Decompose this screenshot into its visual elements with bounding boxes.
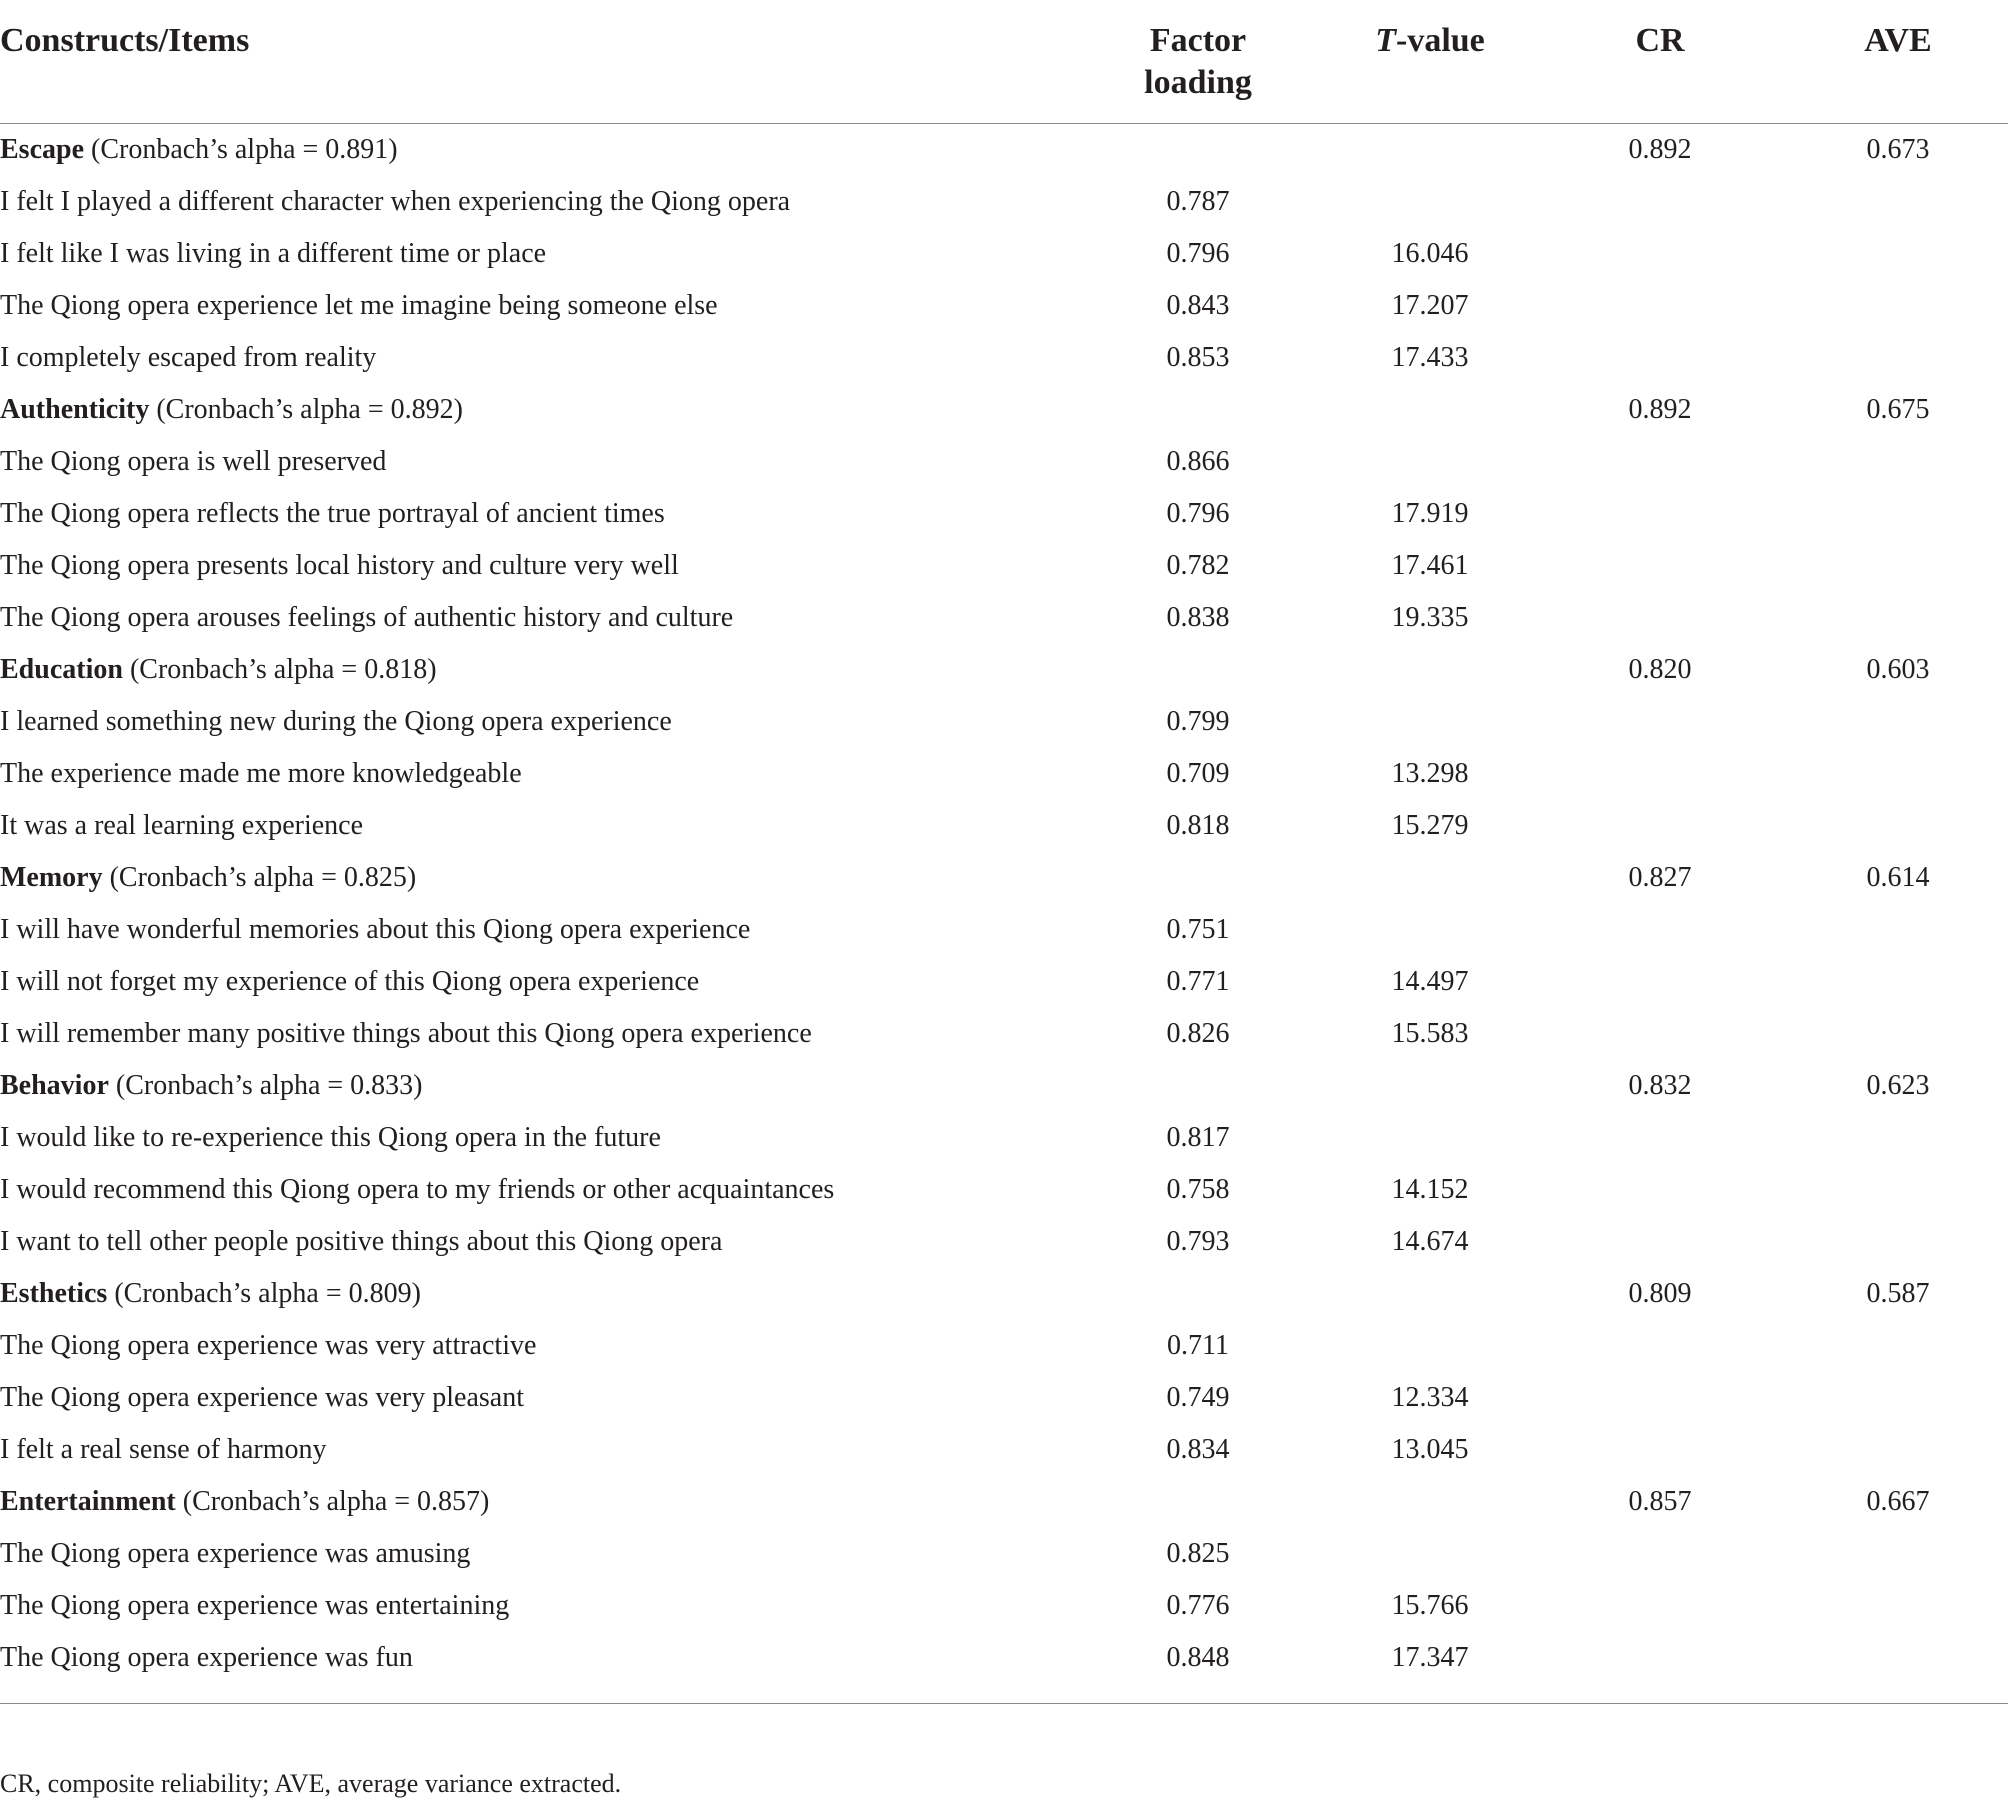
item-row xyxy=(0,696,2008,748)
header-t-value-italic: T xyxy=(1375,22,1396,59)
construct-name: Escape xyxy=(0,134,84,165)
item-text: The Qiong opera reflects the true portrayal of ancient times xyxy=(0,498,665,529)
item-t-value: 12.334 xyxy=(1391,1382,1469,1413)
item-text: I felt like I was living in a different time or place xyxy=(0,238,547,269)
construct-row xyxy=(0,1060,2008,1112)
construct-row xyxy=(0,852,2008,904)
item-row xyxy=(0,592,2008,644)
item-row xyxy=(0,1112,2008,1164)
item-factor-loading: 0.787 xyxy=(1166,186,1230,217)
item-factor-loading: 0.817 xyxy=(1166,1122,1230,1153)
header-constructs-items: Constructs/Items xyxy=(0,22,250,59)
construct-alpha: (Cronbach’s alpha = 0.833) xyxy=(115,1070,423,1101)
item-text: I will not forget my experience of this Qiong opera experience xyxy=(0,966,700,997)
item-row xyxy=(0,1372,2008,1424)
item-text: The Qiong opera experience was amusing xyxy=(0,1538,471,1569)
item-factor-loading: 0.709 xyxy=(1166,758,1230,789)
header-cr: CR xyxy=(1635,22,1685,59)
bottom-rule xyxy=(0,1703,2008,1704)
item-row xyxy=(0,1164,2008,1216)
header-factor-loading-line1: Factor xyxy=(1149,22,1247,59)
construct-ave: 0.673 xyxy=(1866,134,1930,165)
item-text: I want to tell other people positive things about this Qiong opera xyxy=(0,1226,723,1257)
item-factor-loading: 0.825 xyxy=(1166,1538,1230,1569)
construct-row xyxy=(0,644,2008,696)
construct-ave: 0.675 xyxy=(1866,394,1930,425)
item-text: I will have wonderful memories about this Qiong opera experience xyxy=(0,914,751,945)
item-text: I would like to re-experience this Qiong opera in the future xyxy=(0,1122,661,1153)
item-row xyxy=(0,956,2008,1008)
item-t-value: 15.583 xyxy=(1391,1018,1469,1049)
item-text: The Qiong opera presents local history and culture very well xyxy=(0,550,679,581)
item-text: The Qiong opera experience was very attractive xyxy=(0,1330,537,1361)
item-t-value: 19.335 xyxy=(1391,602,1469,633)
item-t-value: 17.919 xyxy=(1391,498,1469,529)
item-factor-loading: 0.853 xyxy=(1166,342,1230,373)
item-text: The experience made me more knowledgeable xyxy=(0,758,522,789)
item-t-value: 14.674 xyxy=(1391,1226,1469,1257)
item-factor-loading: 0.782 xyxy=(1166,550,1230,581)
table-header xyxy=(0,0,2008,124)
table-footnote: CR, composite reliability; AVE, average variance extracted. xyxy=(0,1769,622,1798)
item-text: I felt a real sense of harmony xyxy=(0,1434,327,1465)
item-t-value: 17.433 xyxy=(1391,342,1469,373)
item-row xyxy=(0,488,2008,540)
item-factor-loading: 0.751 xyxy=(1166,914,1230,945)
construct-ave: 0.614 xyxy=(1866,862,1930,893)
item-row xyxy=(0,436,2008,488)
item-row xyxy=(0,1216,2008,1268)
construct-row xyxy=(0,1268,2008,1320)
header-ave: AVE xyxy=(1864,22,1932,59)
item-row xyxy=(0,1008,2008,1060)
item-t-value: 14.497 xyxy=(1391,966,1469,997)
item-t-value: 17.461 xyxy=(1391,550,1469,581)
construct-label xyxy=(0,1060,423,1112)
construct-cr: 0.809 xyxy=(1628,1278,1692,1309)
item-t-value: 15.766 xyxy=(1391,1590,1469,1621)
item-row xyxy=(0,540,2008,592)
item-t-value: 13.045 xyxy=(1391,1434,1469,1465)
construct-name: Entertainment xyxy=(0,1486,176,1517)
construct-alpha: (Cronbach’s alpha = 0.892) xyxy=(156,394,463,425)
item-factor-loading: 0.848 xyxy=(1166,1642,1230,1673)
item-text: The Qiong opera experience was entertaining xyxy=(0,1590,510,1621)
item-t-value: 17.207 xyxy=(1391,290,1469,321)
header-t-value xyxy=(1350,20,1510,62)
header-factor-loading-line2: loading xyxy=(1144,64,1252,101)
item-t-value: 15.279 xyxy=(1391,810,1469,841)
construct-alpha: (Cronbach’s alpha = 0.809) xyxy=(114,1278,421,1309)
construct-alpha: (Cronbach’s alpha = 0.891) xyxy=(91,134,398,165)
item-row xyxy=(0,748,2008,800)
construct-label xyxy=(0,852,416,904)
item-text: I will remember many positive things about this Qiong opera experience xyxy=(0,1018,812,1049)
construct-label xyxy=(0,384,463,436)
construct-label xyxy=(0,124,398,176)
construct-alpha: (Cronbach’s alpha = 0.857) xyxy=(182,1486,490,1517)
item-factor-loading: 0.796 xyxy=(1166,498,1230,529)
construct-ave: 0.667 xyxy=(1866,1486,1930,1517)
item-text: I completely escaped from reality xyxy=(0,342,377,373)
construct-name: Esthetics xyxy=(0,1278,108,1309)
construct-cr: 0.820 xyxy=(1628,654,1692,685)
item-row xyxy=(0,904,2008,956)
construct-name: Authenticity xyxy=(0,394,150,425)
item-factor-loading: 0.834 xyxy=(1166,1434,1230,1465)
item-factor-loading: 0.776 xyxy=(1166,1590,1230,1621)
item-factor-loading: 0.749 xyxy=(1166,1382,1230,1413)
item-row xyxy=(0,1424,2008,1476)
construct-ave: 0.623 xyxy=(1866,1070,1930,1101)
header-t-value-rest: -value xyxy=(1396,22,1485,59)
construct-label xyxy=(0,644,437,696)
item-row xyxy=(0,332,2008,384)
item-text: I would recommend this Qiong opera to my friends or other acquaintances xyxy=(0,1174,835,1205)
item-row xyxy=(0,800,2008,852)
construct-row xyxy=(0,124,2008,176)
item-factor-loading: 0.796 xyxy=(1166,238,1230,269)
construct-name: Memory xyxy=(0,862,103,893)
construct-cr: 0.857 xyxy=(1628,1486,1692,1517)
item-t-value: 17.347 xyxy=(1391,1642,1469,1673)
item-text: I learned something new during the Qiong opera experience xyxy=(0,706,672,737)
item-factor-loading: 0.838 xyxy=(1166,602,1230,633)
item-row xyxy=(0,228,2008,280)
item-row xyxy=(0,1632,2008,1684)
construct-cr: 0.892 xyxy=(1628,394,1692,425)
item-factor-loading: 0.799 xyxy=(1166,706,1230,737)
header-factor-loading xyxy=(1118,20,1278,104)
item-factor-loading: 0.866 xyxy=(1166,446,1230,477)
construct-alpha: (Cronbach’s alpha = 0.818) xyxy=(129,654,437,685)
item-factor-loading: 0.711 xyxy=(1167,1330,1229,1361)
construct-label xyxy=(0,1268,421,1320)
item-factor-loading: 0.793 xyxy=(1166,1226,1230,1257)
item-row xyxy=(0,1580,2008,1632)
item-row xyxy=(0,176,2008,228)
construct-name: Education xyxy=(0,654,123,685)
item-t-value: 14.152 xyxy=(1391,1174,1469,1205)
item-factor-loading: 0.843 xyxy=(1166,290,1230,321)
item-text: I felt I played a different character when experiencing the Qiong opera xyxy=(0,186,791,217)
construct-label xyxy=(0,1476,489,1528)
item-row xyxy=(0,1528,2008,1580)
item-t-value: 16.046 xyxy=(1391,238,1469,269)
item-text: The Qiong opera arouses feelings of authentic history and culture xyxy=(0,602,734,633)
item-factor-loading: 0.826 xyxy=(1166,1018,1230,1049)
item-t-value: 13.298 xyxy=(1391,758,1469,789)
item-factor-loading: 0.818 xyxy=(1166,810,1230,841)
item-row xyxy=(0,1320,2008,1372)
construct-alpha: (Cronbach’s alpha = 0.825) xyxy=(109,862,417,893)
item-text: The Qiong opera experience let me imagine being someone else xyxy=(0,290,718,321)
item-row xyxy=(0,280,2008,332)
item-text: The Qiong opera is well preserved xyxy=(0,446,387,477)
construct-ave: 0.603 xyxy=(1866,654,1930,685)
construct-cr: 0.892 xyxy=(1628,134,1692,165)
construct-row xyxy=(0,1476,2008,1528)
item-text: The Qiong opera experience was fun xyxy=(0,1642,413,1673)
construct-cr: 0.827 xyxy=(1628,862,1692,893)
construct-name: Behavior xyxy=(0,1070,109,1101)
construct-cr: 0.832 xyxy=(1628,1070,1692,1101)
construct-row xyxy=(0,384,2008,436)
construct-ave: 0.587 xyxy=(1866,1278,1930,1309)
item-factor-loading: 0.758 xyxy=(1166,1174,1230,1205)
item-text: It was a real learning experience xyxy=(0,810,364,841)
item-factor-loading: 0.771 xyxy=(1166,966,1230,997)
item-text: The Qiong opera experience was very pleasant xyxy=(0,1382,524,1413)
